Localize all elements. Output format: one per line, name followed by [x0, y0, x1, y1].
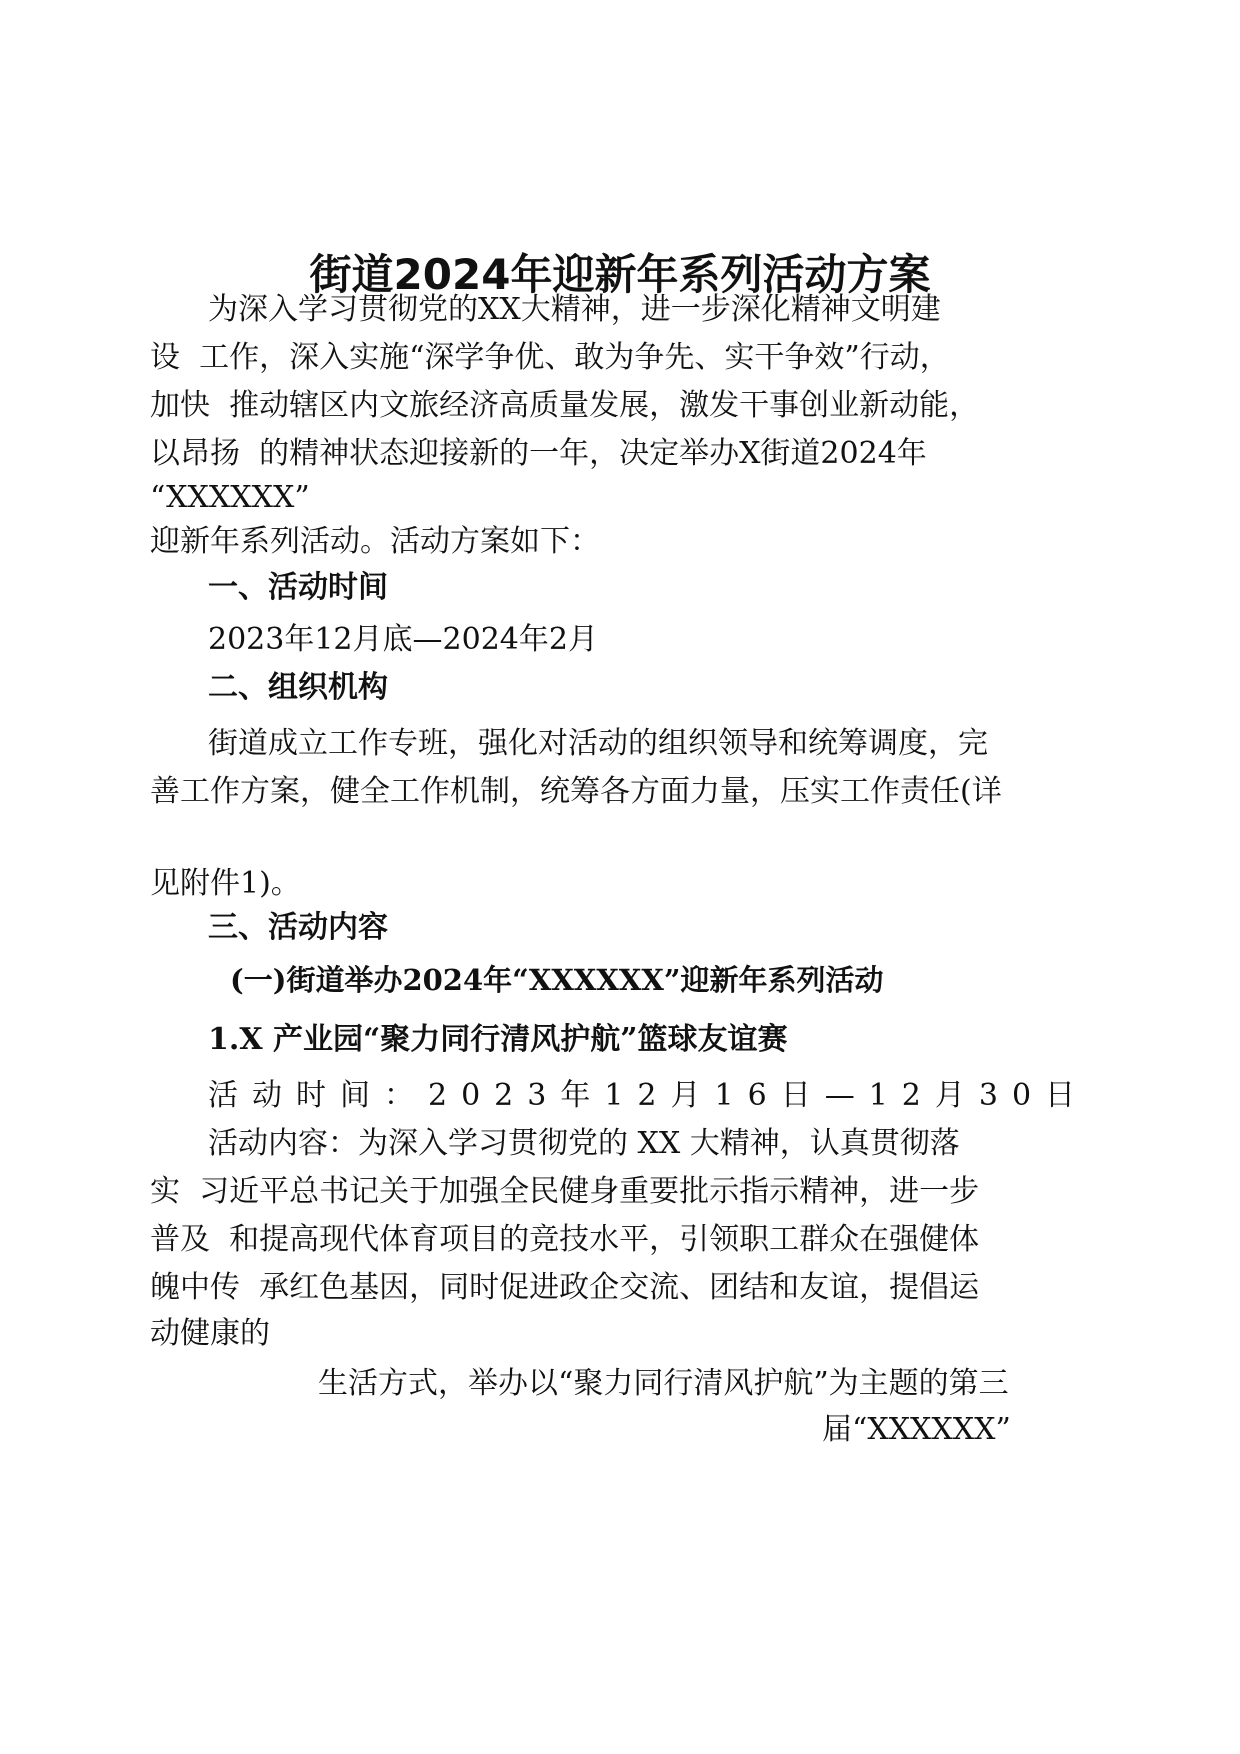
section-1-heading: 一、活动时间 — [208, 570, 388, 605]
intro-line-1: 为深入学习贯彻党的XX大精神，进一步深化精神文明建 — [208, 292, 941, 327]
item-1-content-line-4: 魄中传 承红色基因，同时促进政企交流、团结和友谊，提倡运 — [150, 1270, 980, 1305]
item-1-content-line-5: 动健康的 — [150, 1316, 270, 1351]
item-1-content-line-3: 普及 和提高现代体育项目的竞技水平，引领职工群众在强健体 — [150, 1222, 980, 1257]
item-1-content-line-7: 届“XXXXXX” — [822, 1412, 1011, 1447]
item-1-content-line-2: 实 习近平总书记关于加强全民健身重要批示指示精神，进一步 — [150, 1174, 980, 1209]
intro-line-3: 加快 推动辖区内文旅经济高质量发展，激发干事创业新动能， — [150, 388, 980, 423]
section-2-line-3: 见附件1)。 — [150, 866, 301, 901]
section-1-text: 2023年12月底—2024年2月 — [208, 622, 598, 657]
section-2-line-1: 街道成立工作专班，强化对活动的组织领导和统筹调度，完 — [208, 726, 988, 761]
item-1-content-line-1: 活动内容：为深入学习贯彻党的 XX 大精神，认真贯彻落 — [208, 1126, 960, 1161]
intro-line-5: “XXXXXX” — [150, 480, 310, 515]
section-3-subheading: (一)街道举办2024年“XXXXXX”迎新年系列活动 — [230, 963, 884, 997]
item-1-content-line-6: 生活方式，举办以“聚力同行清风护航”为主题的第三 — [318, 1366, 1009, 1401]
document-title: 街道2024年迎新年系列活动方案 — [309, 250, 931, 299]
section-2-line-2: 善工作方案，健全工作机制，统筹各方面力量，压实工作责任(详 — [150, 774, 1002, 809]
intro-line-2: 设 工作，深入实施“深学争优、敢为争先、实干争效”行动， — [150, 340, 950, 375]
intro-line-6: 迎新年系列活动。活动方案如下： — [150, 524, 600, 559]
item-1-heading: 1.X 产业园“聚力同行清风护航”篮球友谊赛 — [208, 1022, 788, 1057]
intro-line-4: 以昂扬 的精神状态迎接新的一年，决定举办X街道2024年 — [150, 436, 927, 471]
section-2-heading: 二、组织机构 — [208, 670, 388, 705]
section-3-heading: 三、活动内容 — [208, 910, 388, 945]
item-1-time: 活动时间：2023年12月16日—12月30日 — [208, 1078, 1090, 1113]
